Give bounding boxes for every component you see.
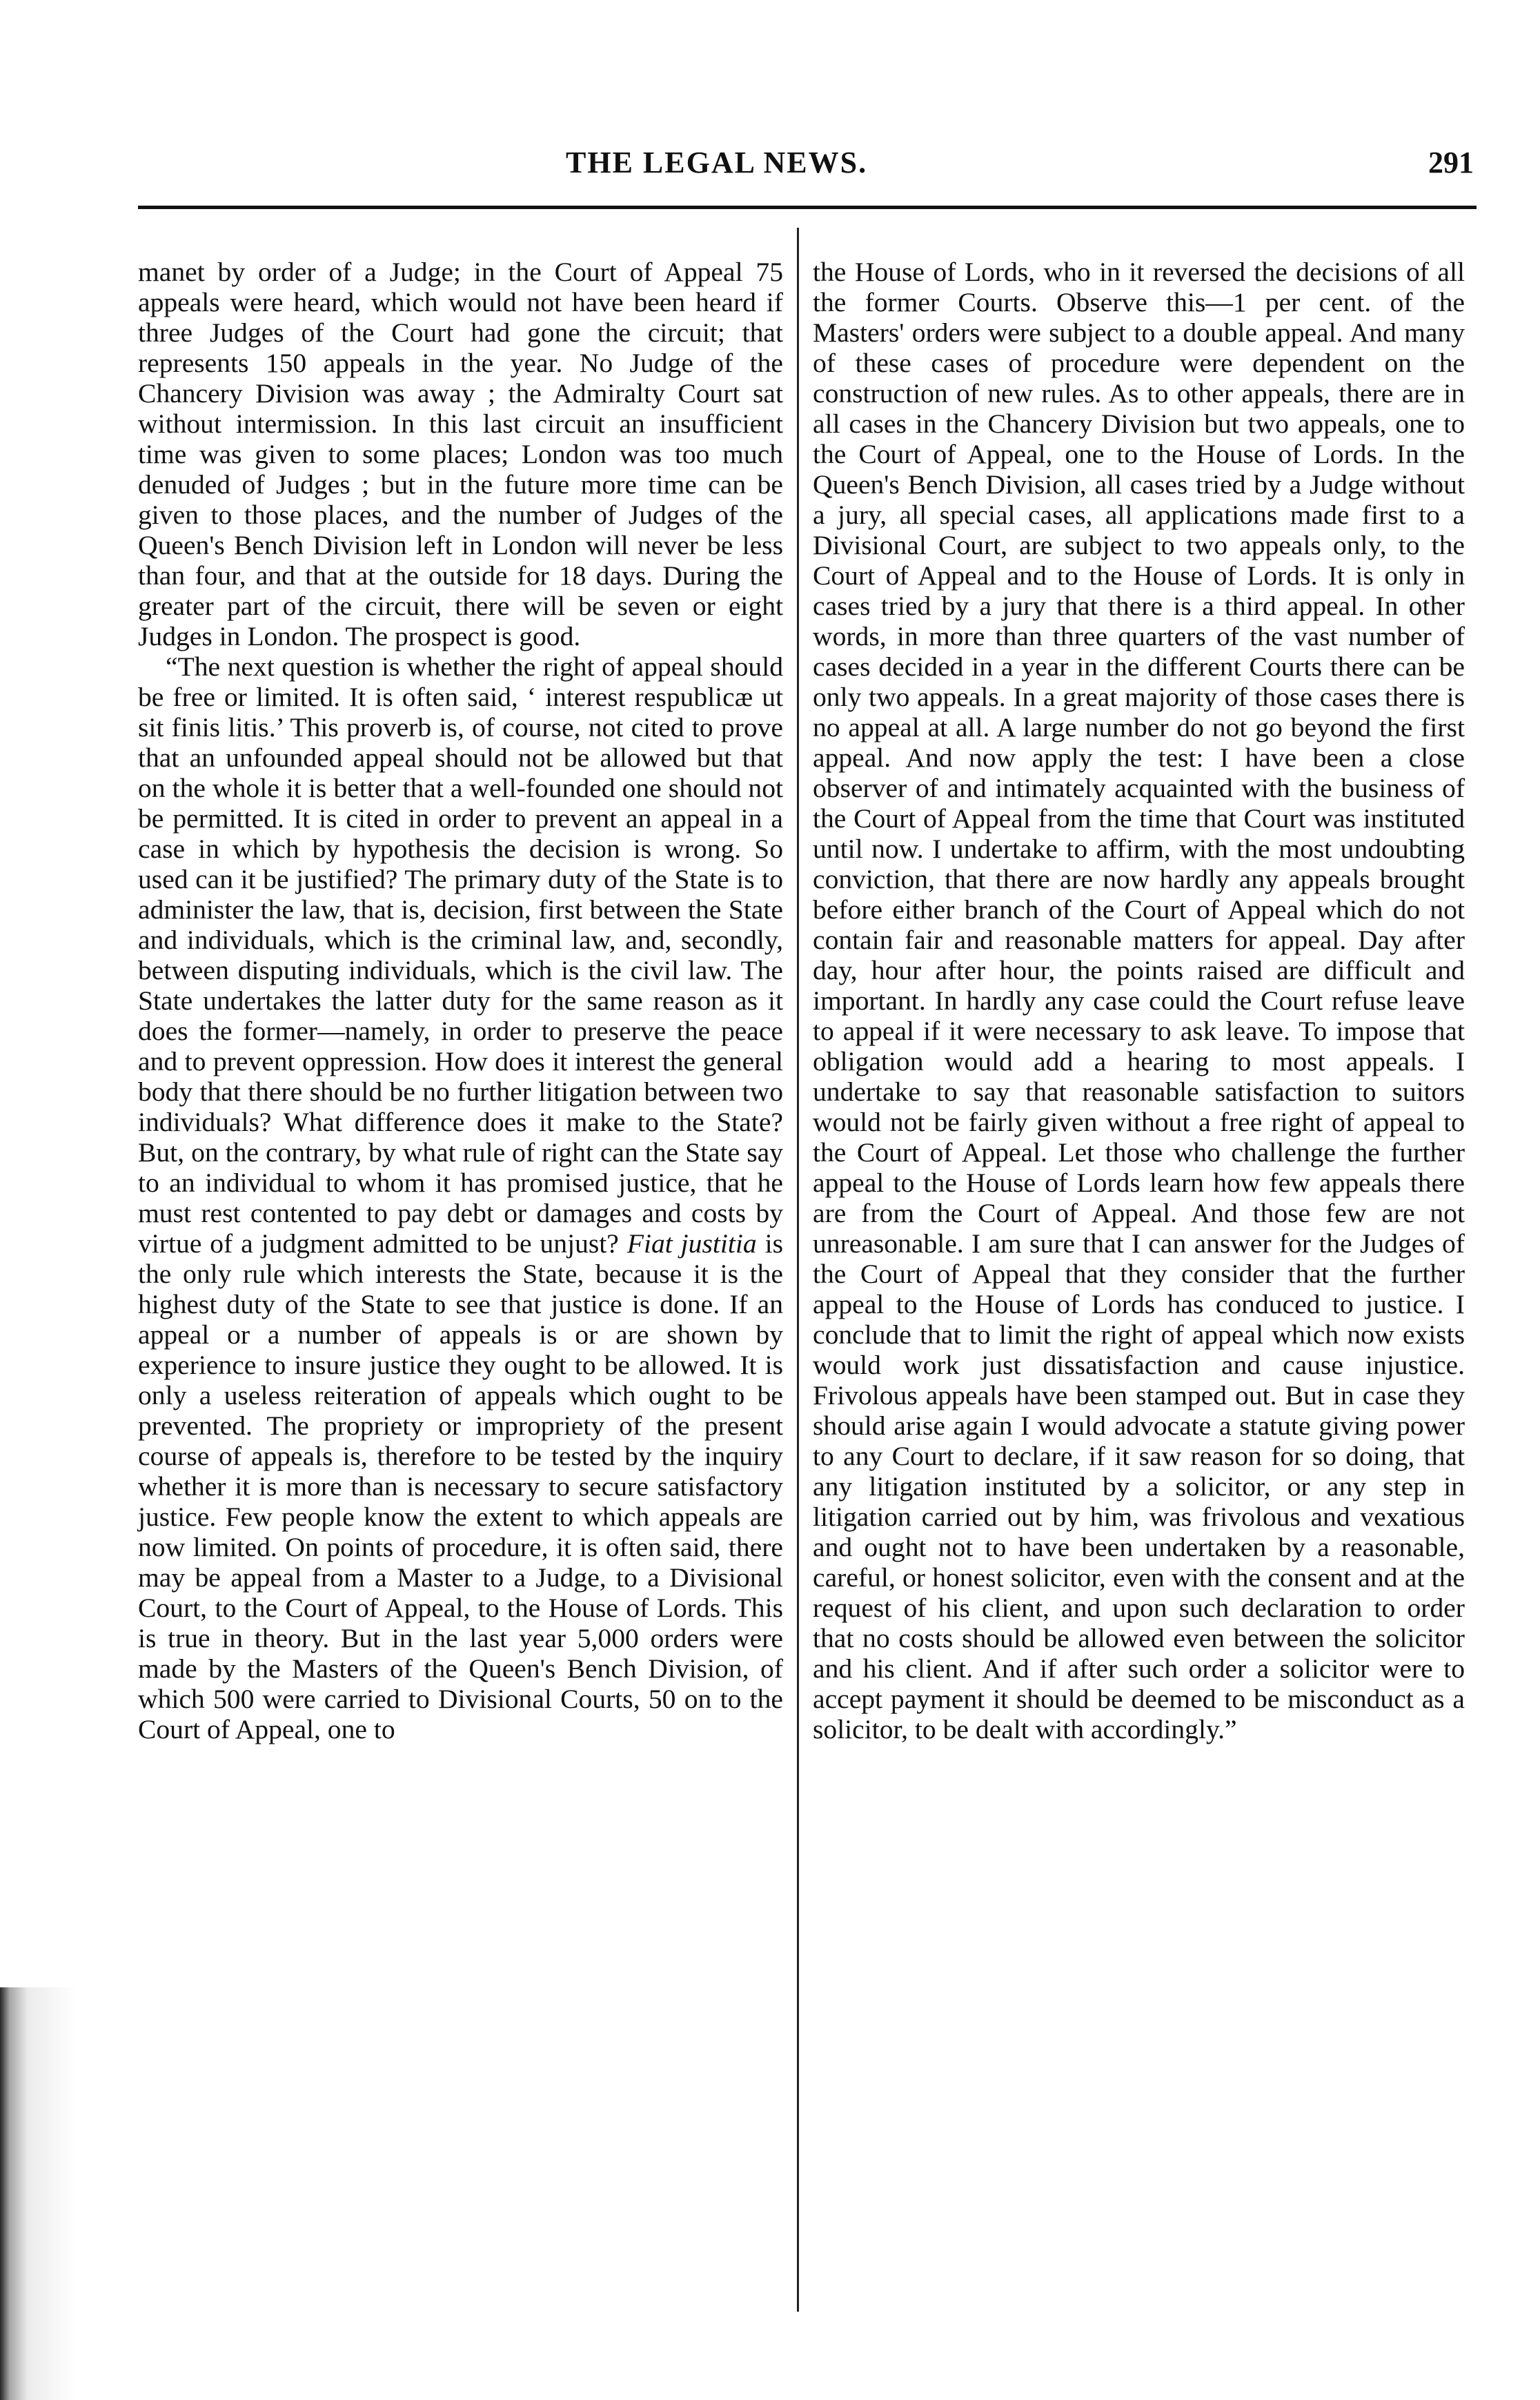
column-divider (797, 228, 799, 2312)
left-paragraph-2 (138, 651, 783, 1744)
header-rule (138, 206, 1477, 209)
left-paragraph-2-part-2: is the only rule which interests the State, because it is the highest duty of the State to see that justice is done. If an appeal or a number of appeals is or are shown by experience to insure justice they ought to be allowed. It is only a useless reiteration of appeals which ought to be prevented. The propriety or impropriety of the present course of appeals is, therefore to be tested by the inquiry whether it is more than is necessary to secure satisfactory justice. Few people know the extent to which appeals are now limited. On points of procedure, it is often said, there may be appeal from a Master to a Judge, to a Divisional Court, to the Court of Appeal, to the House of Lords. This is true in theory. But in the last year 5,000 orders were made by the Masters of the Queen's Bench Division, of which 500 were carried to Divisional Courts, 50 on to the Court of Appeal, one to (138, 1228, 783, 1744)
running-head-title: THE LEGAL NEWS. (566, 146, 868, 179)
right-column (813, 257, 1465, 1744)
right-paragraph-1: the House of Lords, who in it reversed the decisions of all the former Courts. Observe this—1 per cent. of the Masters' orders were subject to a double appeal. And many of these cases of procedure were dependent on the construction of new rules. As to other appeals, there are in all cases in the Chancery Division but two appeals, one to the Court of Appeal, one to the House of Lords. In the Queen's Bench Division, all cases tried by a Judge without a jury, all special cases, all applications made first to a Divisional Court, are subject to two appeals only, to the Court of Appeal and to the House of Lords. It is only in cases tried by a jury that there is a third appeal. In other words, in more than three quarters of the vast number of cases decided in a year in the different Courts there can be only two appeals. In a great majority of those cases there is no appeal at all. A large number do not go beyond the first appeal. And now apply the test: I have been a close observer of and intimately acquainted with the business of the Court of Appeal from the time that Court was instituted until now. I undertake to affirm, with the most undoubting conviction, that there are now hardly any appeals brought before either branch of the Court of Appeal which do not contain fair and reasonable matters for appeal. Day after day, hour after hour, the points raised are difficult and important. In hardly any case could the Court refuse leave to appeal if it were necessary to ask leave. To impose that obligation would add a hearing to most appeals. I undertake to say that reasonable satisfaction to suitors would not be fairly given without a free right of appeal to the Court of Appeal. Let those who challenge the further appeal to the House of Lords learn how few appeals there are from the Court of Appeal. And those few are not unreasonable. I am sure that I can answer for the Judges of the Court of Appeal that they consider that the further appeal to the House of Lords has conduced to justice. I conclude that to limit the right of appeal which now exists would work just dissatisfaction and cause injustice. Frivolous appeals have been stamped out. But in case they should arise again I would advocate a statute giving power to any Court to declare, if it saw reason for so doing, that any litigation instituted by a solicitor, or any step in litigation carried out by him, was frivolous and vexatious and ought not to have been undertaken by a reasonable, careful, or honest solicitor, even with the consent and at the request of his client, and upon such declaration to order that no costs should be allowed even between the solicitor and his client. And if after such order a solicitor were to accept payment it should be deemed to be misconduct as a solicitor, to be dealt with accordingly.” (813, 257, 1465, 1744)
page-number: 291 (1428, 146, 1474, 179)
left-paragraph-1: manet by order of a Judge; in the Court of Appeal 75 appeals were heard, which would not have been heard if three Judges of the Court had gone the circuit; that represents 150 appeals in the year. No Judge of the Chancery Division was away ; the Admiralty Court sat without intermission. In this last circuit an insufficient time was given to some places; London was too much denuded of Judges ; but in the future more time can be given to those places, and the number of Judges of the Queen's Bench Division left in London will never be less than four, and that at the outside for 18 days. During the greater part of the circuit, there will be seven or eight Judges in London. The prospect is good. (138, 257, 783, 651)
left-paragraph-2-part-1: “The next question is whether the right of appeal should be free or limited. It is often said, ‘ interest respublicæ ut sit finis litis.’ This proverb is, of course, not cited to prove that an unfounded appeal should not be allowed but that on the whole it is better that a well-founded one should not be permitted. It is cited in order to prevent an appeal in a case in which by hypothesis the decision is wrong. So used can it be justified? The primary duty of the State is to administer the law, that is, decision, first between the State and individuals, which is the criminal law, and, secondly, between disputing individuals, which is the civil law. The State undertakes the latter duty for the same reason as it does the former—namely, in order to preserve the peace and to prevent oppression. How does it interest the general body that there should be no further litigation between two individuals? What difference does it make to the State? But, on the contrary, by what rule of right can the State say to an individual to whom it has promised justice, that he must rest contented to pay debt or damages and costs by virtue of a judgment admitted to be unjust? (138, 651, 783, 1259)
scan-edge-shadow (0, 1987, 76, 2400)
latin-phrase: Fiat justitia (626, 1228, 757, 1259)
left-column (138, 257, 783, 1744)
